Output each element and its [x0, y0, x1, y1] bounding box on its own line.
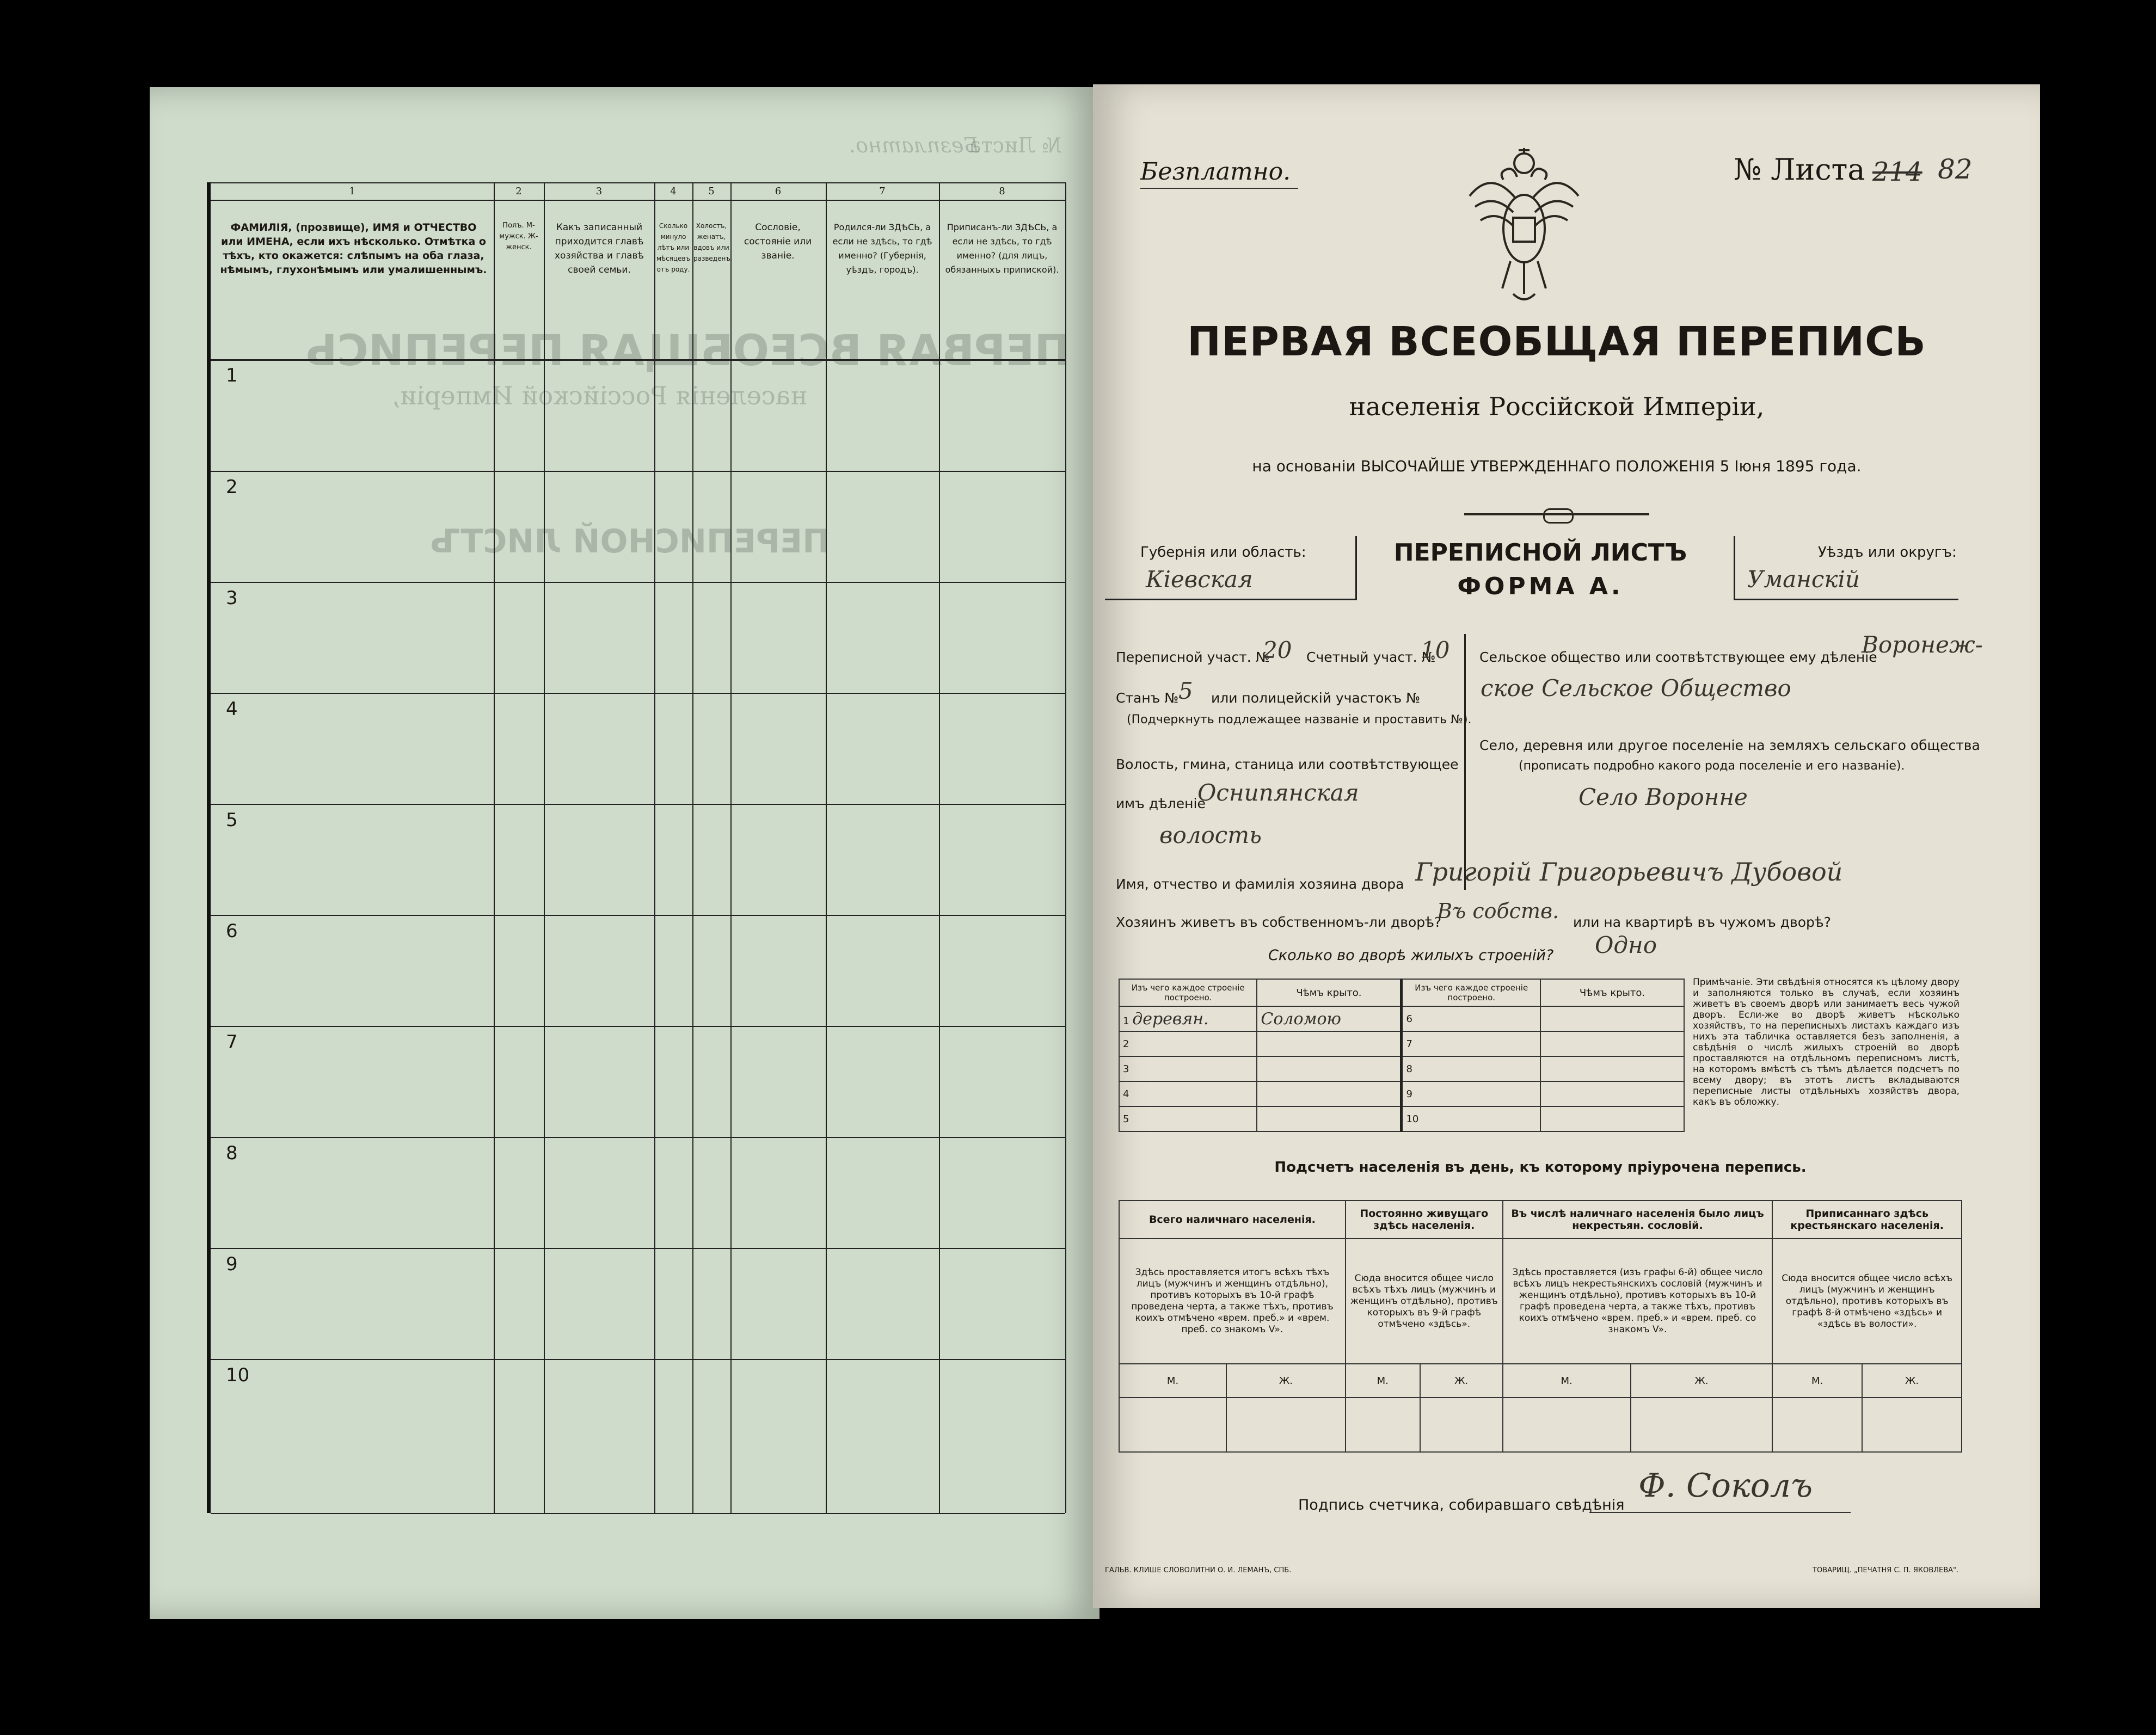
uezd-label: Уѣздъ или округъ: [1818, 544, 1957, 561]
population-count-table [1119, 1200, 1962, 1453]
footer-printer-left: ГАЛЬВ. КЛИШЕ СЛОВОЛИТНИ О. И. ЛЕМАНЪ, СПБ. [1105, 1566, 1292, 1574]
buildings-row-number: 3 [1119, 1056, 1257, 1081]
census-unit-label: Переписной участ. № [1116, 649, 1270, 665]
col-7-header: Родился-ли ЗДѢСЬ, а если не здѣсь, то гдѣ именно? (Губернія, уѣздъ, городъ). [832, 222, 932, 275]
census-unit-value: 20 [1263, 637, 1292, 663]
gubernia-label: Губернія или область: [1140, 544, 1306, 561]
signature-line [1589, 1512, 1851, 1513]
form-subtitle: ФОРМА А. [1457, 573, 1624, 600]
buildings-row-number: 9 [1402, 1081, 1540, 1106]
signature-value: Ф. Соколъ [1638, 1467, 1813, 1505]
row-number: 6 [226, 920, 238, 942]
count-col-1-head: Всего наличнаго населенія. [1119, 1201, 1346, 1239]
buildings-row-number: 1 [1123, 1015, 1129, 1027]
village-note: (прописать подробно какого рода поселеніе и его названіе). [1519, 759, 1905, 773]
legal-basis: на основаніи ВЫСОЧАЙШЕ УТВЕРЖДЕННАГО ПОЛОЖЕНІЯ 5 Іюня 1895 года. [1252, 457, 1862, 475]
col-6-header: Сословіе, состояніе или званіе. [744, 222, 812, 261]
row-number: 2 [226, 476, 238, 498]
row-number: 4 [226, 698, 238, 720]
document-title: ПЕРВАЯ ВСЕОБЩАЯ ПЕРЕПИСЬ [1187, 318, 1926, 365]
count-col-3-head: Въ числѣ наличнаго населенія было лицъ некрестьян. сословій. [1503, 1201, 1773, 1239]
col-4-number: 4 [670, 186, 677, 197]
gubernia-value: Кіевская [1146, 566, 1253, 593]
underline-note: (Подчеркнуть подлежащее названіе и проставить №). [1127, 713, 1472, 727]
sheet-number-crossed: 214 [1872, 157, 1922, 187]
count-zh-label: Ж. [1420, 1364, 1503, 1398]
form-block-divider [1464, 634, 1466, 890]
material-header-left: Изъ чего каждое строеніе построено. [1119, 979, 1257, 1006]
society-value: Воронеж- [1862, 631, 1983, 658]
footer-printer-right: ТОВАРИЩ. „ПЕЧАТНЯ С. П. ЯКОВЛЕВА". [1813, 1566, 1959, 1574]
row-number: 3 [226, 587, 238, 609]
count-col-2-body: Сюда вносится общее число всѣхъ тѣхъ лицъ (мужчинъ и женщинъ отдѣльно), противъ которыхъ въ 9-й графѣ отмѣчено «здѣсь». [1346, 1239, 1503, 1364]
buildings-row-number: 10 [1402, 1106, 1540, 1131]
buildings-row-1 [1119, 1006, 1257, 1031]
count-zh-label: Ж. [1631, 1364, 1773, 1398]
left-census-grid [207, 182, 1065, 1513]
count-cell [1862, 1398, 1962, 1452]
volost-value-2: волость [1159, 822, 1262, 848]
building-roof: Соломою [1261, 1009, 1341, 1029]
buildings-row-number: 7 [1402, 1031, 1540, 1056]
col-5-number: 5 [708, 186, 715, 197]
sheet-number-label: № Листа [1734, 152, 1865, 187]
bleed-free: Безплатно. [849, 133, 979, 157]
buildings-label: Сколько во дворѣ жилыхъ строеній? [1268, 947, 1554, 964]
owner-value: Григорій Григорьевичъ Дубовой [1415, 857, 1843, 887]
bleed-subtitle: населенія Россійской Имперіи, [392, 381, 807, 410]
counter-unit-value: 10 [1421, 637, 1450, 663]
count-cell [1772, 1398, 1862, 1452]
count-cell [1119, 1398, 1226, 1452]
count-cell [1503, 1398, 1631, 1452]
col-3-header: Какъ записанный приходится главѣ хозяйства и главѣ своей семьи. [555, 222, 644, 275]
volost-value: Оснипянская [1197, 779, 1359, 806]
count-col-4-body: Сюда вносится общее число всѣхъ лицъ (мужчинъ и женщинъ отдѣльно), противъ которыхъ въ графѣ 8-й отмѣчено «здѣсь» и «здѣсь въ волости». [1772, 1239, 1962, 1364]
signature-label: Подпись счетчика, собиравшаго свѣдѣнія [1298, 1497, 1625, 1513]
material-header-right: Изъ чего каждое строеніе построено. [1402, 979, 1540, 1006]
stan-value: 5 [1178, 678, 1193, 704]
society-label: Сельское общество или соотвѣтствующее ему дѣленіе [1479, 649, 1877, 665]
row-number: 9 [226, 1253, 238, 1275]
uezd-value: Уманскій [1747, 566, 1860, 593]
row-number: 7 [226, 1031, 238, 1053]
village-value: Село Воронне [1578, 784, 1748, 810]
bleed-sheet-no: № Листа [969, 133, 1062, 157]
count-m-label: М. [1503, 1364, 1631, 1398]
buildings-value: Одно [1595, 932, 1657, 958]
counter-unit-label: Счетный участ. № [1306, 649, 1436, 665]
bleed-form: ПЕРЕПИСНОЙ ЛИСТЪ [430, 522, 830, 561]
row-number: 5 [226, 809, 238, 831]
count-col-1-body: Здѣсь проставляется итогъ всѣхъ тѣхъ лицъ (мужчинъ и женщинъ отдѣльно), противъ которыхъ въ 10-й графѣ проведена черта, а также тѣхъ, противъ коихъ отмѣчено «врем. преб.» и «врем. преб. со знакомъ V». [1119, 1239, 1346, 1364]
police-unit-label: или полицейскій участокъ № [1211, 690, 1421, 706]
col-4-header: Сколько минуло лѣтъ или мѣсяцевъ отъ роду. [656, 222, 691, 273]
buildings-table [1119, 979, 1685, 1132]
village-label: Село, деревня или другое поселеніе на земляхъ сельскаго общества [1479, 737, 1980, 753]
col-7-number: 7 [879, 186, 886, 197]
count-col-4-head: Приписаннаго здѣсь крестьянскаго населенія. [1772, 1201, 1962, 1239]
owner-label: Имя, отчество и фамилія хозяина двора [1116, 876, 1404, 892]
col-5-header: Холостъ, женатъ, вдовъ или разведенъ. [693, 222, 733, 262]
buildings-row-number: 4 [1119, 1081, 1257, 1106]
society-value-2: ское Сельское Общество [1481, 675, 1791, 702]
count-col-3-body: Здѣсь проставляется (изъ графы 6-й) общее число всѣхъ лицъ некрестьянскихъ сословій (мужчинъ и женщинъ отдѣльно), противъ которыхъ въ 10-й графѣ проведена черта, а также тѣхъ, противъ коихъ отмѣчено «врем. преб.» и «врем. преб. со знакомъ V». [1503, 1239, 1773, 1364]
population-count-title: Подсчетъ населенія въ день, къ которому пріурочена перепись. [1274, 1159, 1807, 1176]
col-2-number: 2 [515, 186, 522, 197]
buildings-row-number: 2 [1119, 1031, 1257, 1056]
count-m-label: М. [1119, 1364, 1226, 1398]
col-6-number: 6 [775, 186, 782, 197]
count-m-label: М. [1346, 1364, 1420, 1398]
col-1-number: 1 [349, 186, 355, 197]
ornament-divider-knot [1543, 508, 1574, 524]
col-1-header: ФАМИЛІЯ, (прозвище), ИМЯ и ОТЧЕСТВО или ИМЕНА, если ихъ нѣсколько. Отмѣтка о тѣхъ, кто окажется: слѣпымъ на оба глаза, нѣмымъ, глухонѣмымъ или умалишеннымъ. [220, 222, 487, 276]
own-yard-label: Хозяинъ живетъ въ собственномъ-ли дворѣ? [1116, 914, 1442, 930]
roof-header-left: Чѣмъ крыто. [1257, 979, 1402, 1006]
row-number: 1 [226, 365, 238, 386]
stan-label: Станъ № [1116, 690, 1179, 706]
building-material: деревян. [1132, 1009, 1209, 1029]
buildings-row-number: 8 [1402, 1056, 1540, 1081]
col-2-header: Полъ. М-мужск. Ж-женск. [499, 222, 538, 251]
col-8-header: Приписанъ-ли ЗДѢСЬ, а если не здѣсь, то гдѣ именно? (для лицъ, обязанныхъ припиской). [945, 222, 1059, 275]
col-8-number: 8 [999, 186, 1005, 197]
form-title: ПЕРЕПИСНОЙ ЛИСТЪ [1393, 539, 1687, 567]
count-cell [1631, 1398, 1773, 1452]
buildings-row-number: 6 [1402, 1006, 1540, 1031]
volost-label-2: имъ дѣленіе [1116, 796, 1206, 811]
buildings-note: Примѣчаніе. Эти свѣдѣнія относятся къ цѣлому двору и заполняются только въ случаѣ, если хозяинъ живетъ въ своемъ дворѣ или занимаетъ весь чужой дворъ. Если-же во дворѣ живетъ нѣсколько хозяйствъ, то на переписныхъ листахъ каждаго изъ нихъ эта табличка оставляется безъ заполненія, а свѣдѣнія о числѣ жилыхъ строеній во дворѣ проставляются на отдѣльномъ переписномъ листѣ, на которомъ вмѣстѣ съ тѣмъ дѣлается подсчетъ по всему двору; въ этотъ листъ вкладываются переписные листы отдѣльныхъ хозяйствъ двора, какъ въ обложку. [1693, 977, 1960, 1108]
buildings-row-number: 5 [1119, 1106, 1257, 1131]
apartment-label: или на квартирѣ въ чужомъ дворѣ? [1573, 914, 1831, 930]
row-number: 10 [226, 1364, 250, 1386]
count-zh-label: Ж. [1226, 1364, 1346, 1398]
row-number: 8 [226, 1142, 238, 1164]
count-zh-label: Ж. [1862, 1364, 1962, 1398]
count-col-2-head: Постоянно живущаго здѣсь населенія. [1346, 1201, 1503, 1239]
volost-label: Волость, гмина, станица или соотвѣтствующее [1116, 756, 1459, 772]
bleed-title: ПЕРВАЯ ВСЕОБЩАЯ ПЕРЕПИСЬ [305, 327, 1070, 376]
count-cell [1226, 1398, 1346, 1452]
free-label: Безплатно. [1140, 158, 1291, 186]
roof-header-right: Чѣмъ крыто. [1540, 979, 1684, 1006]
col-3-number: 3 [595, 186, 603, 197]
imperial-eagle-emblem [1459, 147, 1589, 310]
document-subtitle: населенія Россійской Имперіи, [1349, 392, 1765, 421]
count-m-label: М. [1772, 1364, 1862, 1398]
count-cell [1346, 1398, 1420, 1452]
count-cell [1420, 1398, 1503, 1452]
sheet-number-value: 82 [1938, 153, 1973, 185]
own-yard-value: Въ собств. [1437, 899, 1559, 923]
